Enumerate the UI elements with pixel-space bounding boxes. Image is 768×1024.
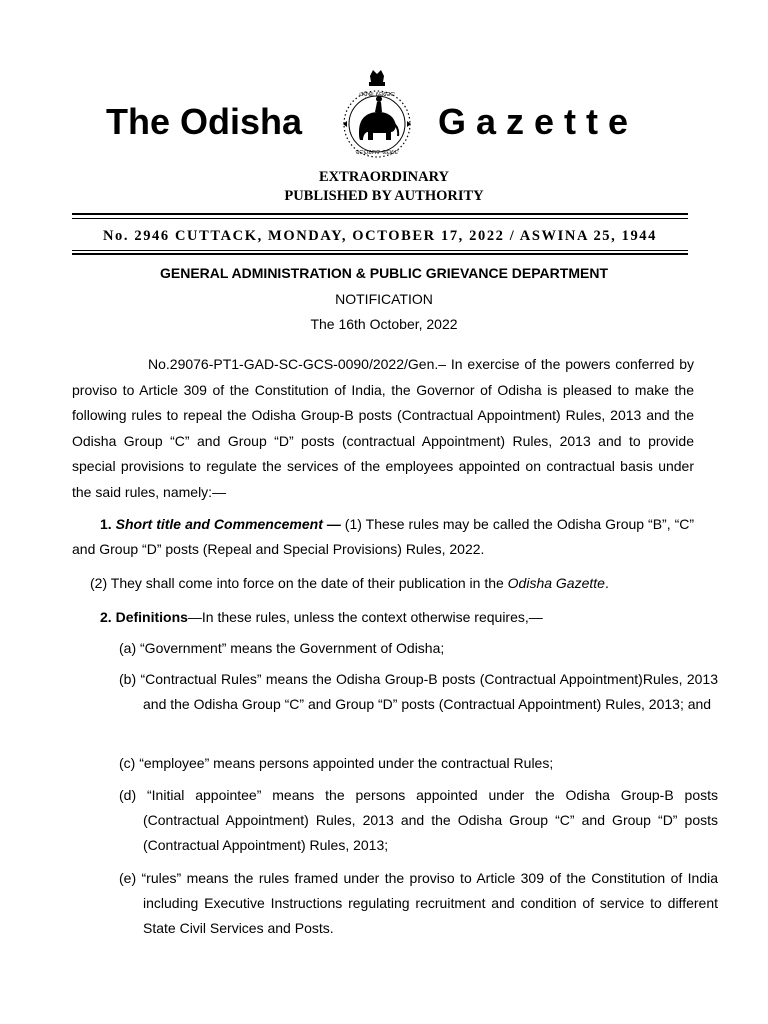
published-by-authority: PUBLISHED BY AUTHORITY (284, 188, 484, 204)
emblem-text-bottom: ସତ୍ୟମେବ ଜୟତେ (355, 149, 399, 156)
definition-d (119, 783, 718, 858)
rule-1-sub-2-end: . (604, 575, 609, 591)
emblem-text-top: ଓଡ଼ିଶା ଗେଜେଟ (359, 91, 395, 98)
rule-1-number: 1. (100, 516, 112, 532)
rule-2-heading: Definitions (115, 609, 188, 625)
bottom-rule-thick (72, 253, 688, 255)
definition-e (119, 866, 718, 941)
top-rule-thick (72, 213, 688, 215)
rule-1-sub-2-number: (2) (90, 575, 108, 591)
rule-1-heading: Short title and Commencement — (115, 516, 341, 532)
issue-line: No. 2946 CUTTACK, MONDAY, OCTOBER 17, 2022 / ASWINA 25, 1944 (102, 228, 658, 244)
definition-b-text: “Contractual Rules” means the Odisha Group-B posts (Contractual Appointment)Rules, 2013 and the Odisha Group “C” and Group “D” posts (Contractual Appointment) Rules, 2013; and (140, 671, 718, 712)
rule-1-text: (1) These rules may be called the Odisha Group “B”, “C” and Group “D” posts (Repeal and Special Provisions) Rules, 2022. (72, 516, 694, 557)
definition-c-text: “employee” means persons appointed under the contractual Rules; (139, 755, 554, 771)
odisha-emblem-icon (329, 66, 425, 166)
definition-b (119, 667, 718, 717)
definition-c-label: (c) (119, 755, 136, 771)
notification-label: NOTIFICATION (335, 291, 433, 307)
gazette-title-right: Gazette (438, 101, 639, 142)
rule-1 (72, 512, 694, 562)
definition-e-label: (e) (119, 870, 137, 886)
department-heading: GENERAL ADMINISTRATION & PUBLIC GRIEVANCE DEPARTMENT (159, 265, 608, 281)
rule-1-sub-2-italic: Odisha Gazette (507, 575, 605, 591)
definition-a (119, 636, 718, 661)
definition-a-text: “Government” means the Government of Odisha; (140, 640, 445, 656)
rule-2-number: 2. (100, 609, 112, 625)
definition-d-text: “Initial appointee” means the persons appointed under the Odisha Group-B posts (Contractual Appointment) Rules, 2013 and the Odisha Group “C” and Group “D” posts (Contractual Appointment) Rules, 2013; (143, 787, 718, 853)
bottom-rule-thin (72, 250, 688, 251)
definition-a-label: (a) (119, 640, 137, 656)
rule-2-text: —In these rules, unless the context otherwise requires,— (187, 609, 543, 625)
definition-e-text: “rules” means the rules framed under the proviso to Article 309 of the Constitution of India including Executive Instructions regulating recruitment and condition of service to different State Civil Services and Posts. (141, 870, 719, 936)
definition-b-label: (b) (119, 671, 137, 687)
definition-c (119, 751, 718, 776)
gazette-masthead (0, 66, 768, 176)
extraordinary-label: EXTRAORDINARY (319, 169, 449, 185)
top-rule-thin (72, 218, 688, 219)
definition-d-label: (d) (119, 787, 137, 803)
rule-1-sub-2 (90, 571, 694, 596)
notification-date: The 16th October, 2022 (310, 316, 458, 332)
preamble-paragraph: No.29076-PT1-GAD-SC-GCS-0090/2022/Gen.– In exercise of the powers conferred by proviso to Article 309 of the Constitution of India, the Governor of Odisha is pleased to make the following rules to repeal the Odisha Group-B posts (Contractual Appointment) Rules, 2013 and the Odisha Group “C” and Group “D” posts (contractual Appointment) Rules, 2013 and to provide special provisions to regulate the services of the employees appointed on contractual basis under the said rules, namely:— (72, 356, 694, 500)
rule-1-sub-2-text: They shall come into force on the date of their publication in the (110, 575, 508, 591)
gazette-title-left: The Odisha (106, 101, 303, 142)
rule-2 (100, 605, 694, 630)
